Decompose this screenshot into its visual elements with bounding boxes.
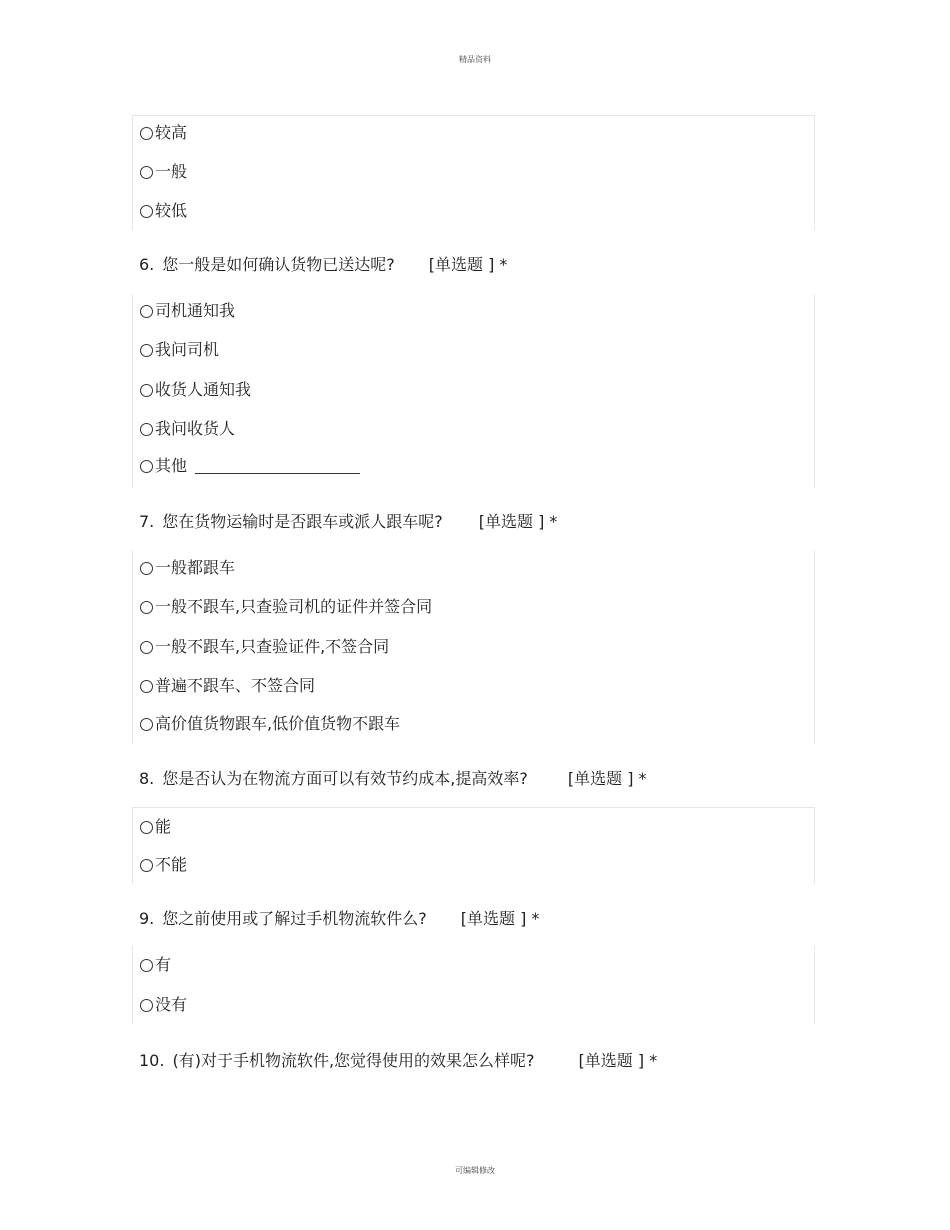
radio-icon[interactable] <box>140 601 153 614</box>
radio-icon[interactable] <box>140 166 153 179</box>
option-label: 有 <box>155 955 172 974</box>
radio-icon[interactable] <box>140 344 153 357</box>
option-label: 我问司机 <box>155 340 220 359</box>
question-text: (有)对于手机物流软件,您觉得使用的效果怎么样呢? <box>172 1051 535 1070</box>
option-label: 一般都跟车 <box>155 558 236 577</box>
option-label: 能 <box>155 817 172 836</box>
radio-icon[interactable] <box>140 859 153 872</box>
radio-icon[interactable] <box>140 127 153 140</box>
option-label: 一般不跟车,只查验证件,不签合同 <box>155 637 390 656</box>
option[interactable] <box>140 338 219 362</box>
question-title <box>139 1049 657 1073</box>
radio-icon[interactable] <box>140 562 153 575</box>
question-type: [单选题 ] * <box>578 1051 658 1070</box>
radio-icon[interactable] <box>140 680 153 693</box>
option[interactable] <box>140 993 187 1017</box>
option[interactable] <box>140 299 235 323</box>
option[interactable] <box>140 160 187 184</box>
question-number: 7. <box>139 512 155 531</box>
option[interactable] <box>140 595 432 619</box>
q8-options-box <box>132 807 815 884</box>
option[interactable] <box>140 953 171 977</box>
question-number: 8. <box>139 769 155 788</box>
q6-options-box <box>132 294 815 488</box>
question-number: 9. <box>139 909 155 928</box>
question-type: [单选题 ] * <box>460 909 540 928</box>
option-label: 一般 <box>155 162 188 181</box>
option[interactable] <box>140 199 187 223</box>
radio-icon[interactable] <box>140 384 153 397</box>
question-type: [单选题 ] * <box>567 769 647 788</box>
q7-options-box <box>132 550 815 744</box>
option-label: 高价值货物跟车,低价值货物不跟车 <box>155 714 401 733</box>
option[interactable] <box>140 712 400 736</box>
question-text: 您之前使用或了解过手机物流软件么? <box>162 909 427 928</box>
radio-icon[interactable] <box>140 641 153 654</box>
question-text: 您一般是如何确认货物已送达呢? <box>162 255 395 274</box>
radio-icon[interactable] <box>140 999 153 1012</box>
option-label: 司机通知我 <box>155 301 236 320</box>
option[interactable] <box>140 556 235 580</box>
option-label: 普遍不跟车、不签合同 <box>155 676 316 695</box>
page-header: 精品资料 <box>459 55 491 64</box>
q5-options-box <box>132 115 815 230</box>
radio-icon[interactable] <box>140 718 153 731</box>
question-type: [单选题 ] * <box>478 512 558 531</box>
option[interactable] <box>140 417 235 441</box>
question-title <box>139 510 557 534</box>
question-text: 您在货物运输时是否跟车或派人跟车呢? <box>162 512 443 531</box>
option-label: 较低 <box>155 201 188 220</box>
question-title <box>139 767 647 791</box>
option[interactable] <box>140 815 171 839</box>
radio-icon[interactable] <box>140 959 153 972</box>
option-label: 较高 <box>155 123 188 142</box>
question-type: [单选题 ] * <box>428 255 508 274</box>
option-label: 收货人通知我 <box>155 380 252 399</box>
option-label: 我问收货人 <box>155 419 236 438</box>
option[interactable] <box>140 121 187 145</box>
radio-icon[interactable] <box>140 305 153 318</box>
option-label: 不能 <box>155 855 188 874</box>
question-title <box>139 253 507 277</box>
radio-icon[interactable] <box>140 205 153 218</box>
question-text: 您是否认为在物流方面可以有效节约成本,提高效率? <box>162 769 528 788</box>
option[interactable] <box>140 635 389 659</box>
q9-options-box <box>132 946 815 1024</box>
option[interactable] <box>140 454 360 478</box>
question-title <box>139 907 539 931</box>
option[interactable] <box>140 853 187 877</box>
radio-icon[interactable] <box>140 423 153 436</box>
option-label: 没有 <box>155 995 188 1014</box>
page-footer: 可编辑修改 <box>455 1166 495 1175</box>
question-number: 6. <box>139 255 155 274</box>
option-label: 一般不跟车,只查验司机的证件并签合同 <box>155 597 433 616</box>
option[interactable] <box>140 378 251 402</box>
other-text-blank[interactable] <box>195 459 360 474</box>
radio-icon[interactable] <box>140 460 153 473</box>
radio-icon[interactable] <box>140 821 153 834</box>
option[interactable] <box>140 674 315 698</box>
option-label: 其他 <box>155 456 188 475</box>
question-number: 10. <box>139 1051 165 1070</box>
